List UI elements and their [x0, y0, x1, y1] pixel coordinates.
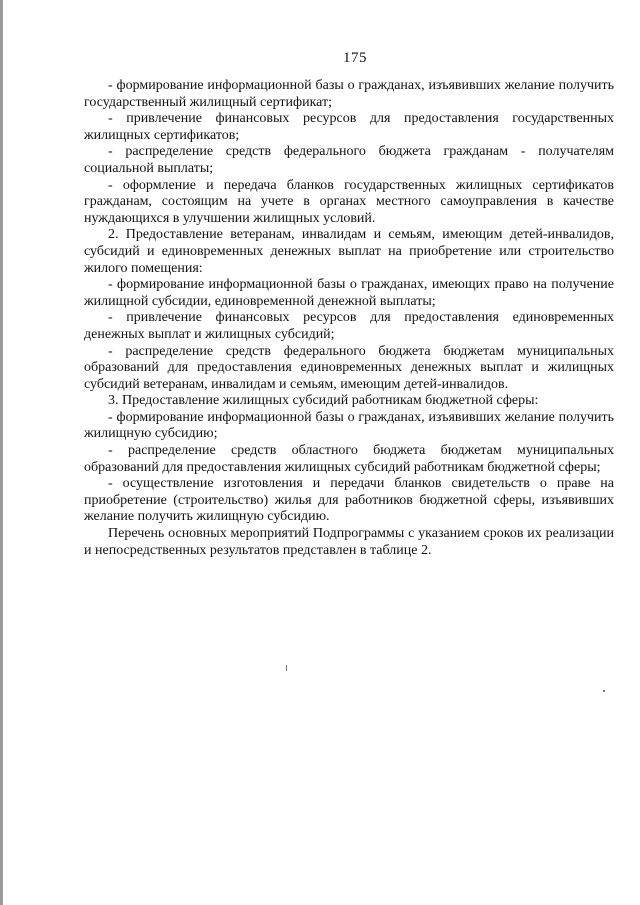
body-text: [84, 78, 614, 559]
paragraph: - оформление и передача бланков государственных жилищных сертификатов гражданам, состоящим на учете в органах местного самоуправления в качестве нуждающихся в улучшении жилищных условий.: [84, 177, 614, 226]
paragraph: Перечень основных мероприятий Подпрограммы с указанием сроков их реализации и непосредственных результатов представлен в таблице 2.: [84, 526, 614, 558]
paragraph: - распределение средств федерального бюджета гражданам - получателям социальной выплаты;: [84, 144, 614, 176]
paragraph: - формирование информационной базы о гражданах, изъявивших желание получить государственный жилищный сертификат;: [84, 78, 614, 110]
paragraph: - распределение средств федерального бюджета бюджетам муниципальных образований для предоставления единовременных денежных выплат и жилищных субсидий ветеранам, инвалидам и семьям, имеющим детей-инвалидов.: [84, 343, 614, 392]
page-number: 175: [343, 50, 367, 66]
paragraph: 3. Предоставление жилищных субсидий работникам бюджетной сферы:: [108, 393, 539, 409]
paragraph: - осуществление изготовления и передачи бланков свидетельств о праве на приобретение (строительство) жилья для работников бюджетной сферы, изъявивших желание получить жилищную субсидию.: [84, 476, 614, 525]
paragraph: - формирование информационной базы о гражданах, изъявивших желание получить жилищную субсидию;: [84, 409, 614, 442]
scan-fleck: [286, 665, 287, 671]
scan-fleck: [603, 690, 605, 692]
paragraph: - привлечение финансовых ресурсов для предоставления единовременных денежных выплат и жилищных субсидий;: [84, 310, 614, 342]
paragraph: - формирование информационной базы о гражданах, имеющих право на получение жилищной субсидии, единовременной денежной выплаты;: [84, 277, 614, 309]
scan-edge: [0, 0, 3, 905]
paragraph: 2. Предоставление ветеранам, инвалидам и семьям, имеющим детей-инвалидов, субсидий и единовременных денежных выплат на приобретение или строительство жилого помещения:: [84, 227, 614, 276]
paragraph: - привлечение финансовых ресурсов для предоставления государственных жилищных сертификатов;: [84, 111, 614, 143]
paragraph: - распределение средств областного бюджета бюджетам муниципальных образований для предоставления жилищных субсидий работникам бюджетной сферы;: [84, 443, 614, 475]
